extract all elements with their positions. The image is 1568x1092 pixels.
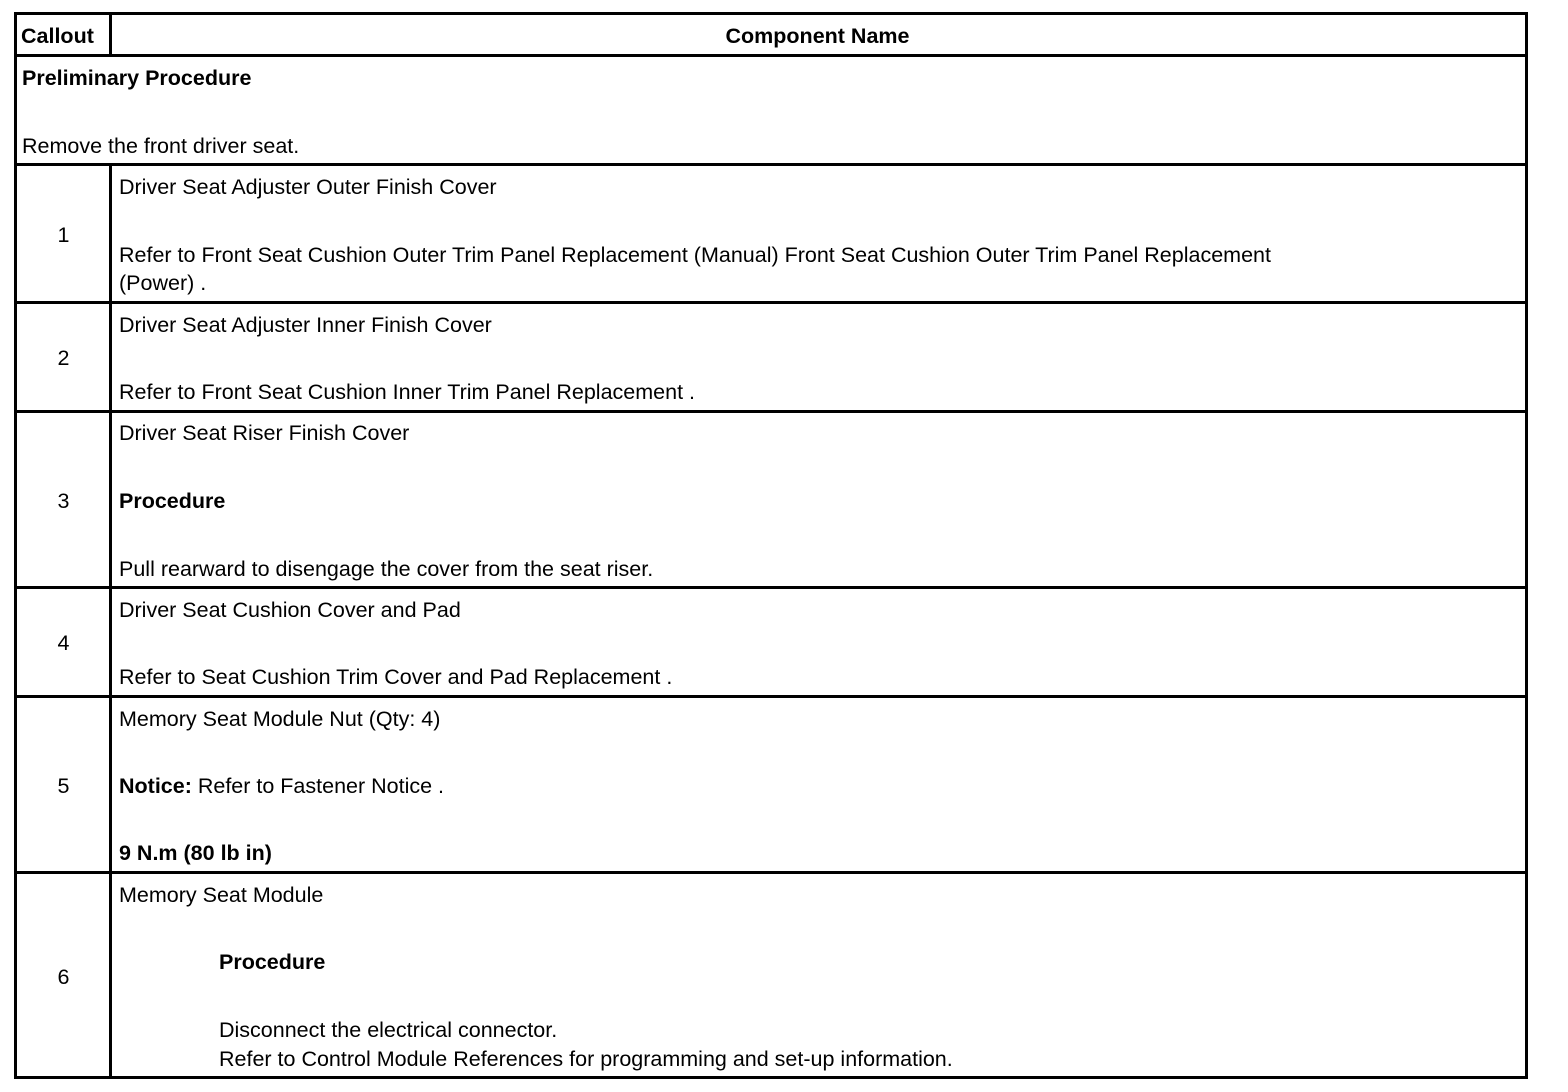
procedure-label: Procedure <box>119 489 226 513</box>
procedure-text: Pull rearward to disengage the cover from the seat riser. <box>119 557 654 581</box>
notice-line <box>119 773 444 800</box>
reference-link-cont[interactable]: (Power) . <box>119 271 207 295</box>
preliminary-title: Preliminary Procedure <box>22 66 252 90</box>
notice-label: Notice: <box>119 774 192 798</box>
header-component-name: Component Name <box>725 24 910 48</box>
component-table <box>14 12 1528 1079</box>
callout-number: 6 <box>57 965 70 989</box>
component-name: Memory Seat Module Nut (Qty: 4) <box>119 707 441 731</box>
component-name: Memory Seat Module <box>119 883 324 907</box>
callout-number: 2 <box>57 346 70 370</box>
row-divider <box>17 301 1525 304</box>
callout-number: 5 <box>57 774 70 798</box>
row-divider <box>17 695 1525 698</box>
row-divider <box>17 586 1525 589</box>
callout-column-divider <box>109 163 112 1076</box>
procedure-label: Procedure <box>219 950 326 974</box>
reference-link[interactable]: Refer to Front Seat Cushion Outer Trim Panel Replacement (Manual) Front Seat Cushion Outer Trim Panel Replacement <box>119 243 1271 267</box>
row-divider <box>17 54 1525 57</box>
component-name: Driver Seat Riser Finish Cover <box>119 421 410 445</box>
component-name: Driver Seat Cushion Cover and Pad <box>119 598 461 622</box>
row-divider <box>17 163 1525 166</box>
header-callout: Callout <box>21 24 94 48</box>
procedure-step[interactable]: Refer to Control Module References for programming and set-up information. <box>219 1047 953 1071</box>
notice-text[interactable]: Refer to Fastener Notice . <box>191 774 445 798</box>
header-divider <box>109 15 112 55</box>
procedure-step: Disconnect the electrical connector. <box>219 1018 558 1042</box>
preliminary-text: Remove the front driver seat. <box>22 134 300 158</box>
callout-number: 1 <box>57 223 70 247</box>
row-divider <box>17 871 1525 874</box>
component-name: Driver Seat Adjuster Inner Finish Cover <box>119 313 492 337</box>
reference-link[interactable]: Refer to Front Seat Cushion Inner Trim Panel Replacement . <box>119 380 695 404</box>
callout-number: 4 <box>57 631 70 655</box>
component-name: Driver Seat Adjuster Outer Finish Cover <box>119 175 497 199</box>
row-divider <box>17 410 1525 413</box>
callout-number: 3 <box>57 489 70 513</box>
reference-link[interactable]: Refer to Seat Cushion Trim Cover and Pad Replacement . <box>119 665 673 689</box>
torque-spec: 9 N.m (80 lb in) <box>119 841 272 865</box>
